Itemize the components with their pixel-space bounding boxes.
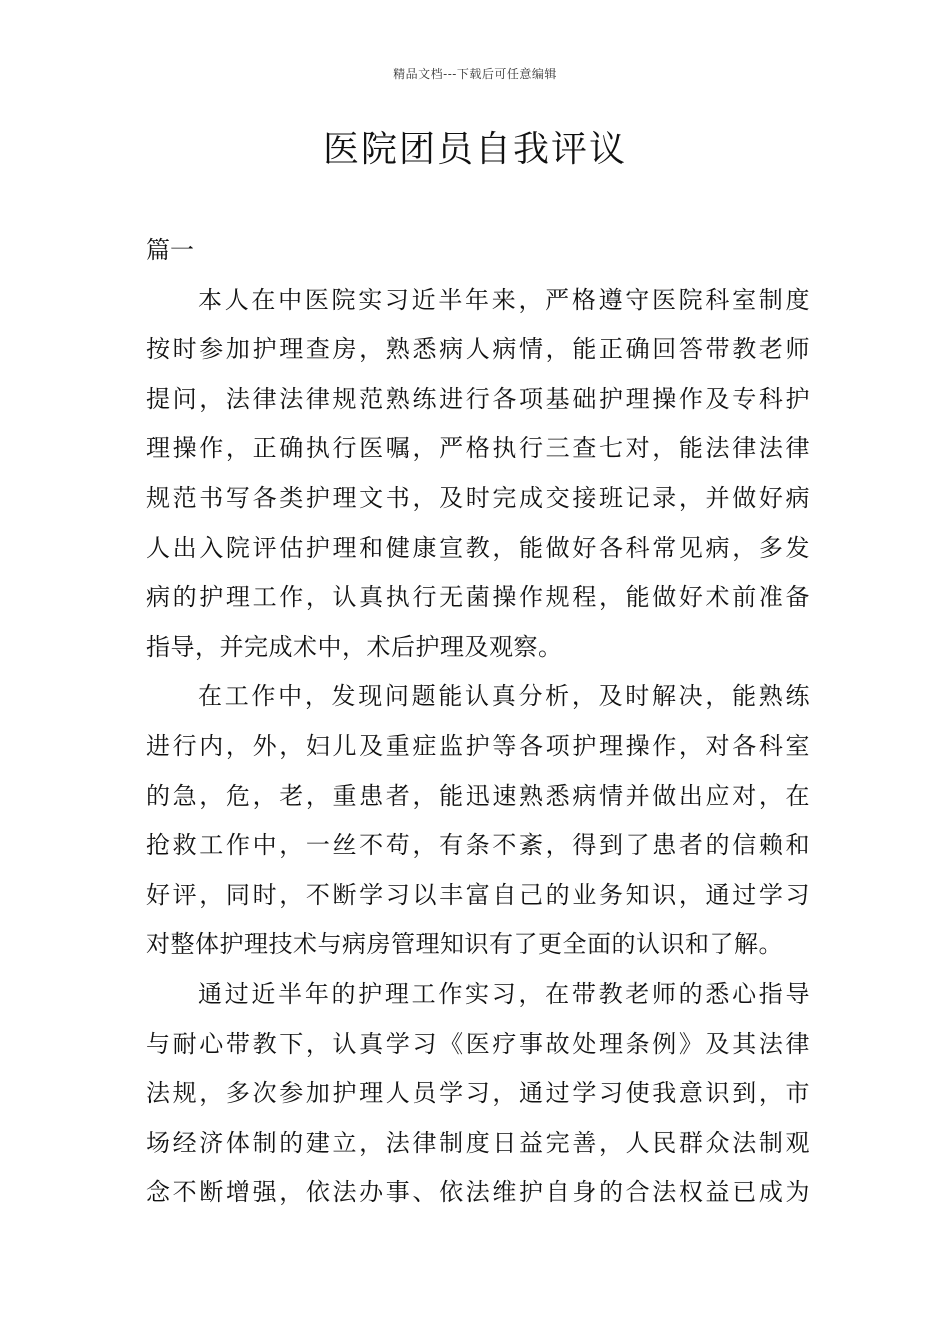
text-line: 场经济体制的建立，法律制度日益完善，人民群众法制观	[146, 1128, 810, 1157]
section-label: 篇一	[146, 236, 194, 264]
paragraph-3	[146, 970, 810, 1218]
header-note: 精品文档---下载后可任意编辑	[393, 67, 557, 81]
text-line: 的急，危，老，重患者，能迅速熟悉病情并做出应对，在	[146, 781, 810, 810]
text-line: 好评，同时，不断学习以丰富自己的业务知识，通过学习	[146, 880, 810, 909]
text-line: 按时参加护理查房，熟悉病人病情，能正确回答带教老师	[146, 335, 810, 364]
text-line: 提问，法律法律规范熟练进行各项基础护理操作及专科护	[146, 384, 810, 413]
document-body	[146, 226, 810, 1218]
text-line: 抢救工作中，一丝不苟，有条不紊，得到了患者的信赖和	[146, 831, 810, 860]
text-line: 病的护理工作，认真执行无菌操作规程，能做好术前准备	[146, 583, 810, 612]
text-line: 指导，并完成术中，术后护理及观察。	[146, 632, 563, 661]
text-line: 对整体护理技术与病房管理知识有了更全面的认识和了解。	[146, 930, 783, 959]
text-line: 念不断增强，依法办事、依法维护自身的合法权益已成为	[146, 1178, 810, 1207]
paragraph-1	[146, 276, 810, 673]
text-line: 理操作，正确执行医嘱，严格执行三查七对，能法律法律	[146, 434, 810, 463]
text-line: 本人在中医院实习近半年来，严格遵守医院科室制度	[198, 285, 810, 314]
page-title: 医院团员自我评议	[322, 129, 627, 170]
text-line: 在工作中，发现问题能认真分析，及时解决，能熟练	[198, 682, 810, 711]
text-line: 通过近半年的护理工作实习，在带教老师的悉心指导	[198, 979, 810, 1008]
text-line: 与耐心带教下，认真学习《医疗事故处理条例》及其法律	[146, 1029, 810, 1058]
text-line: 进行内，外，妇儿及重症监护等各项护理操作，对各科室	[146, 731, 810, 760]
text-line: 法规，多次参加护理人员学习，通过学习使我意识到，市	[146, 1079, 810, 1108]
paragraph-2	[146, 672, 810, 970]
text-line: 规范书写各类护理文书，及时完成交接班记录，并做好病	[146, 483, 810, 512]
text-line: 人出入院评估护理和健康宣教，能做好各科常见病，多发	[146, 533, 810, 562]
